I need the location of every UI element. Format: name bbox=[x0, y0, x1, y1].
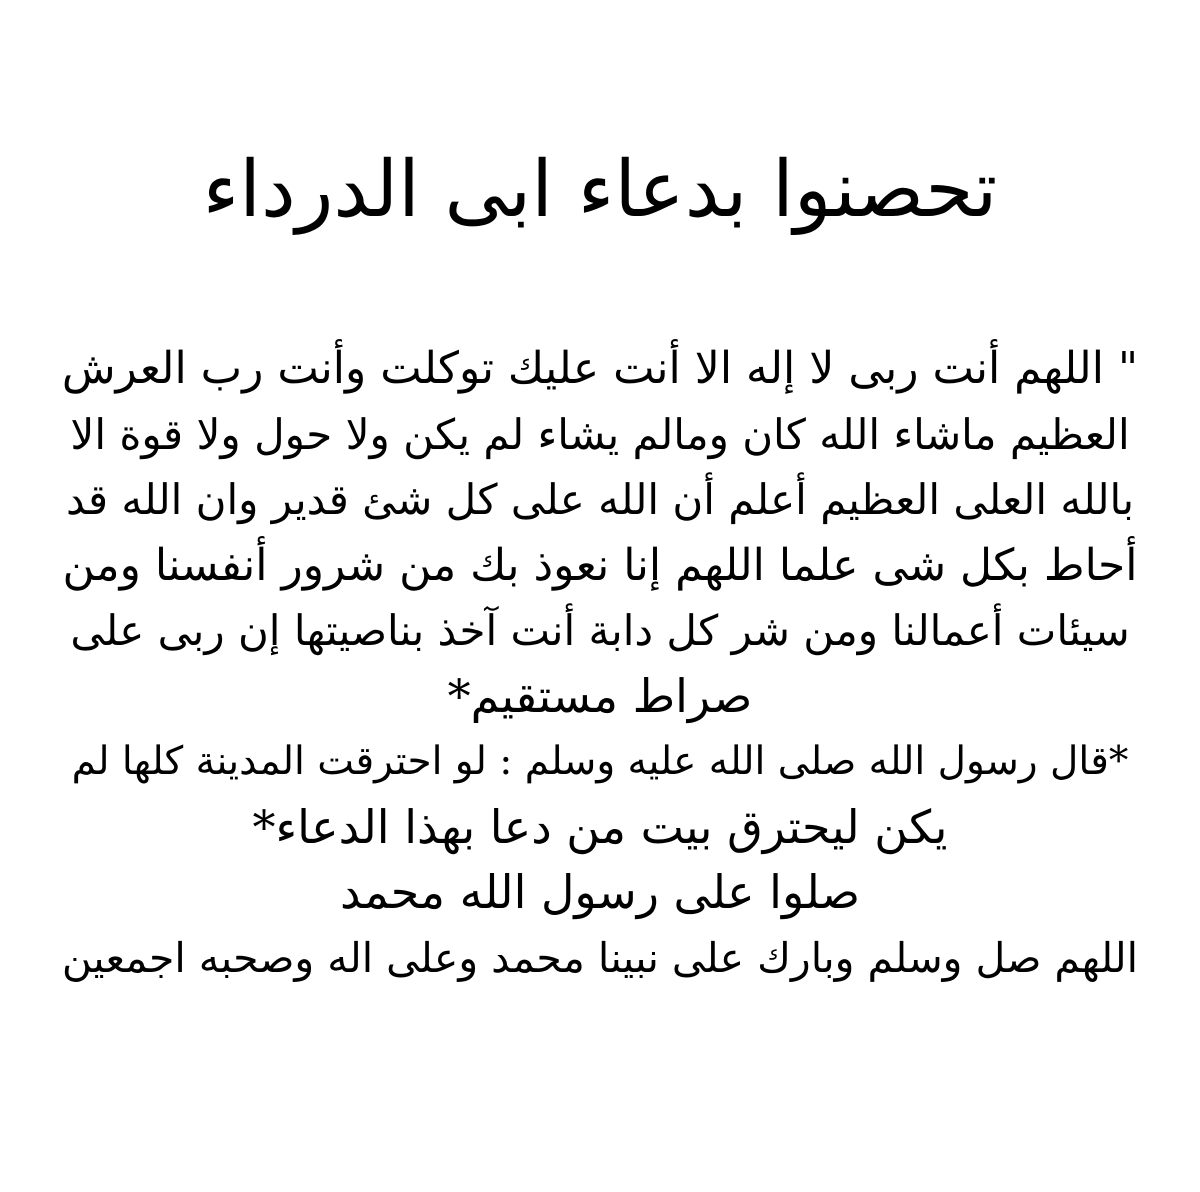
dua-line: أحاط بكل شى علما اللهم إنا نعوذ بك من شرور أنفسنا ومن bbox=[62, 539, 1138, 591]
dua-line: بالله العلى العظيم أعلم أن الله على كل شئ قدير وان الله قد bbox=[65, 475, 1135, 524]
dua-text-block bbox=[60, 336, 1140, 991]
dua-line: سيئات أعمالنا ومن شر كل دابة أنت آخذ بناصيتها إن ربى على bbox=[70, 606, 1130, 655]
hadith-line: *قال رسول الله صلى الله عليه وسلم : لو احترقت المدينة كلها لم bbox=[71, 739, 1129, 784]
dua-line: صراط مستقيم* bbox=[447, 668, 753, 723]
dua-line: " اللهم أنت ربى لا إله الا أنت عليك توكلت وأنت رب العرش bbox=[61, 343, 1139, 394]
page-title: تحصنوا بدعاء ابى الدرداء bbox=[202, 145, 998, 235]
salawat-line: صلوا على رسول الله محمد bbox=[339, 865, 861, 919]
dua-line: العظيم ماشاء الله كان ومالم يشاء لم يكن ولا حول ولا قوة الا bbox=[70, 409, 1130, 459]
salawat-line: اللهم صل وسلم وبارك على نبينا محمد وعلى اله وصحبه اجمعين bbox=[61, 933, 1139, 982]
hadith-line: يكن ليحترق بيت من دعا بهذا الدعاء* bbox=[252, 799, 948, 854]
